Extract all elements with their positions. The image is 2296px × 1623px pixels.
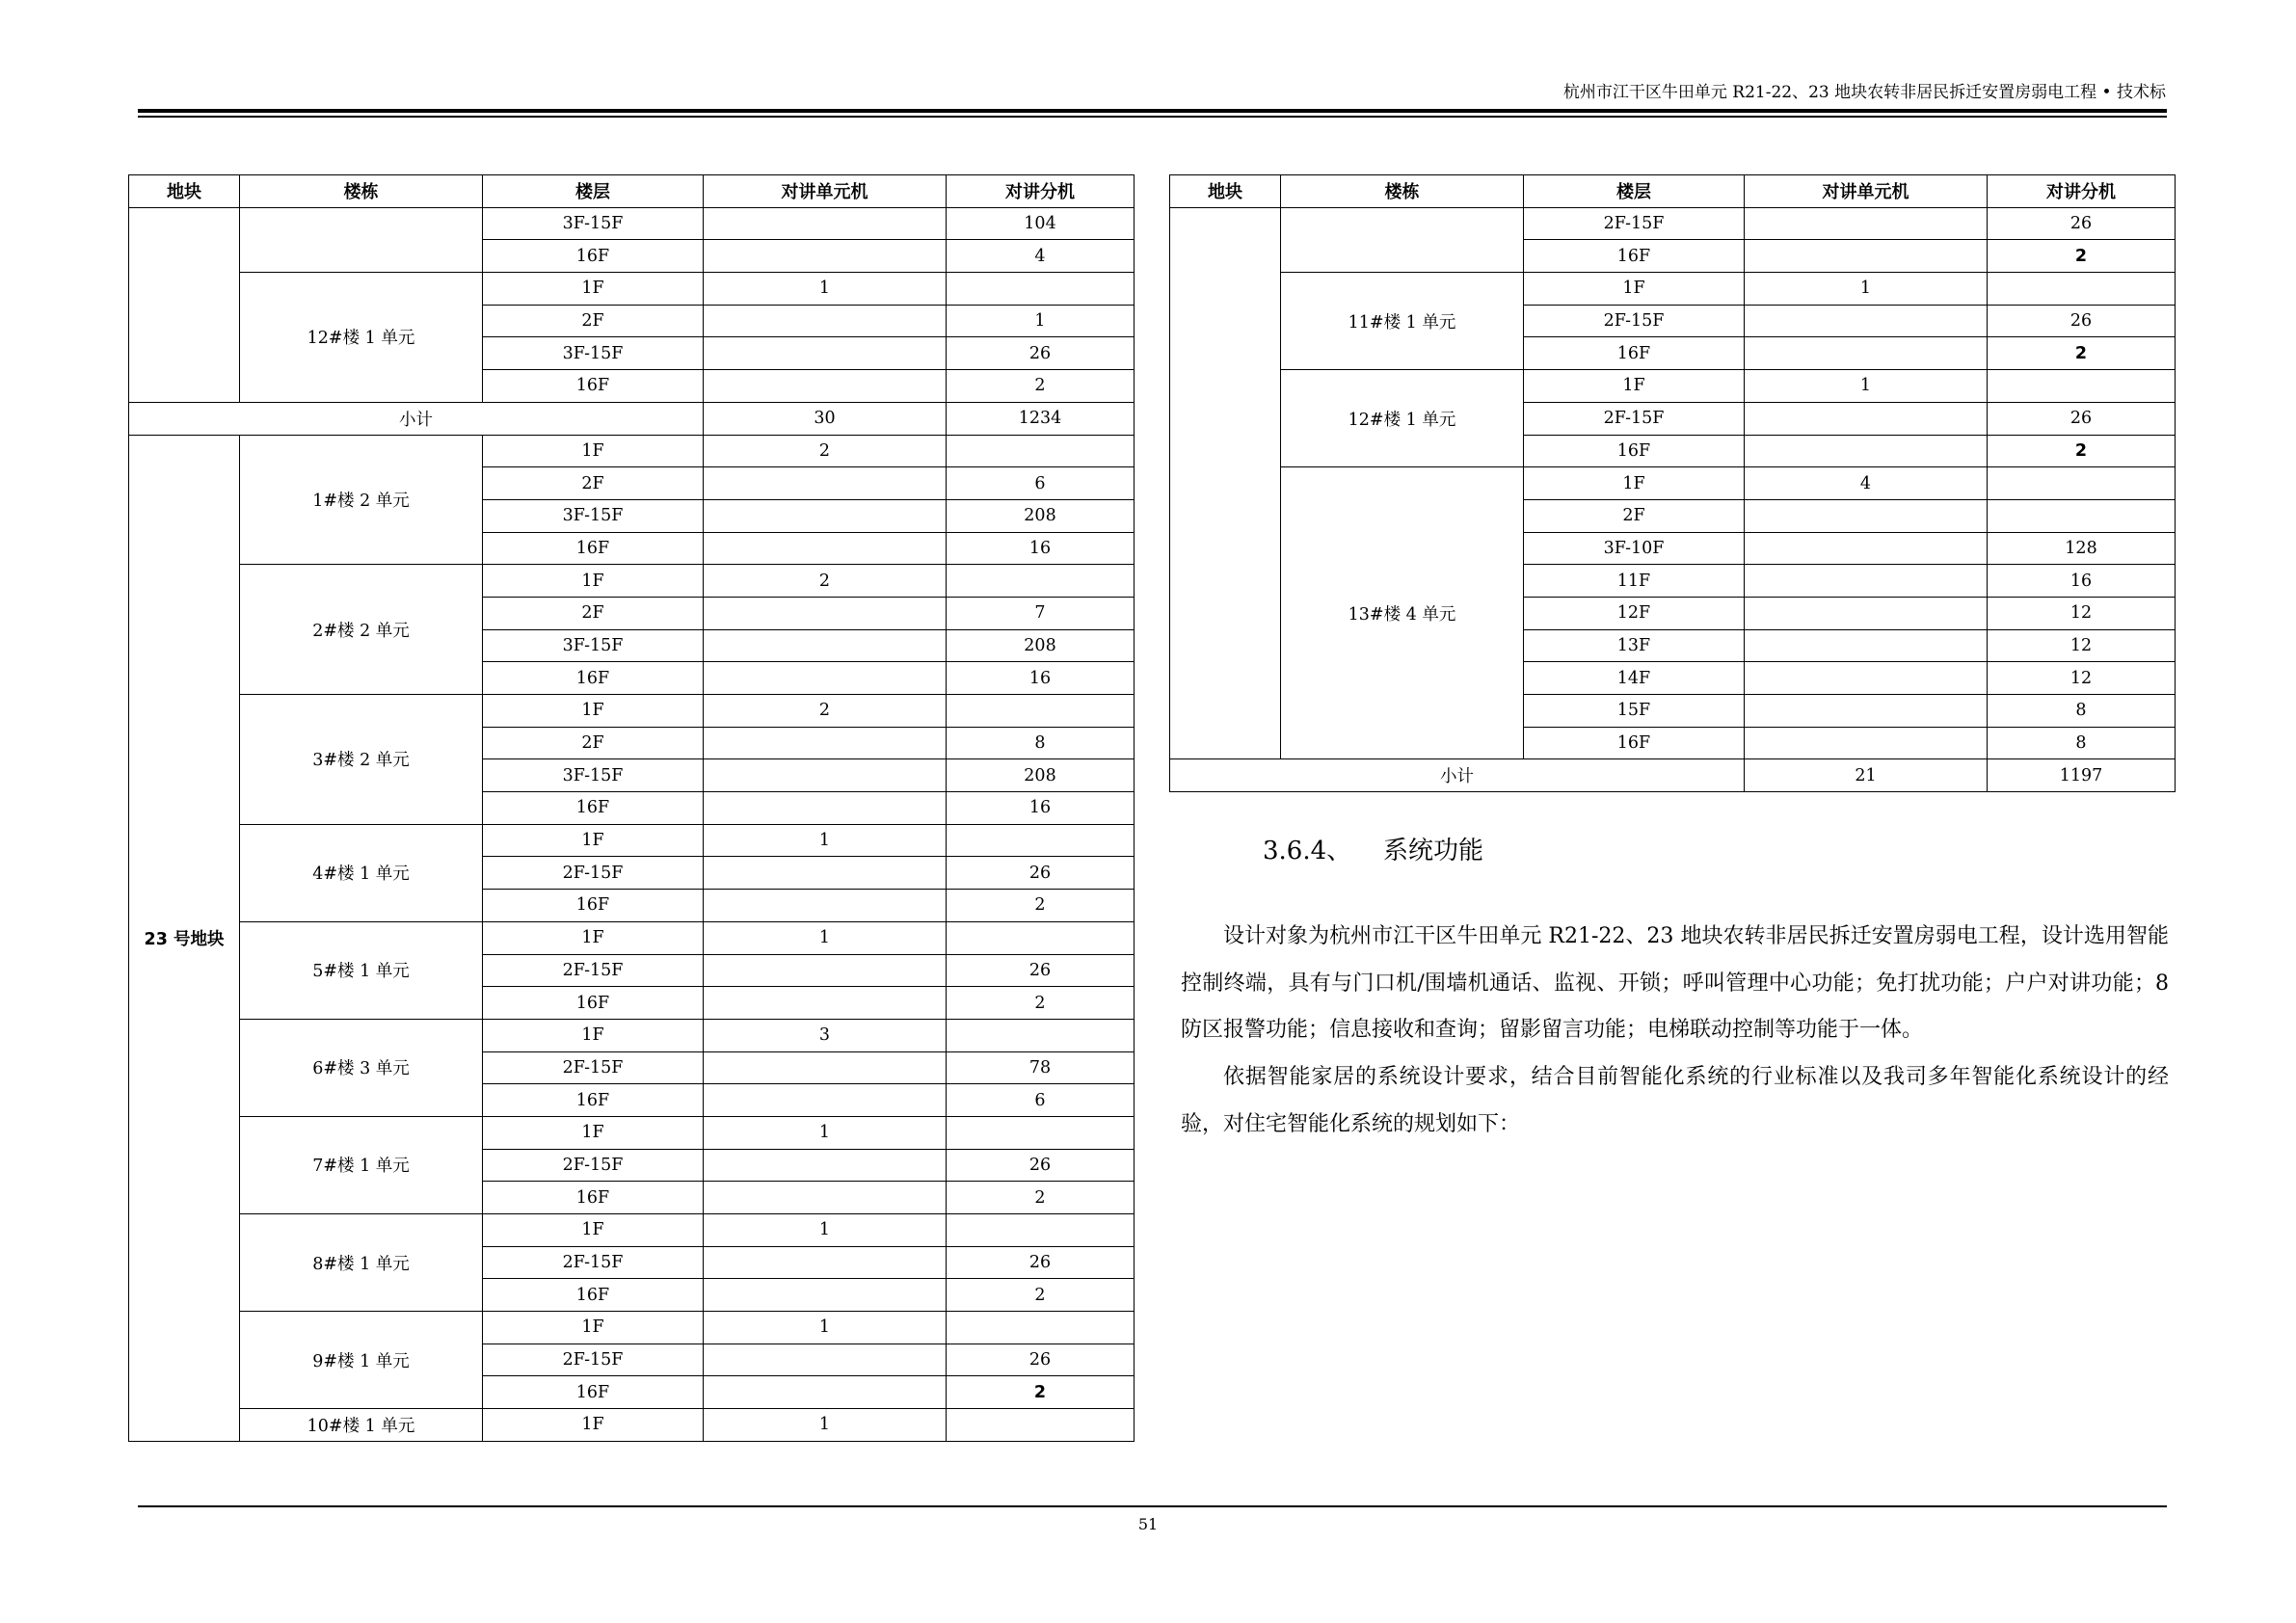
- subtotal-label: 小计: [129, 402, 704, 435]
- unit-machine-cell: [1745, 240, 1988, 273]
- unit-machine-cell: 3: [704, 1019, 947, 1051]
- footer-rule: [138, 1505, 2167, 1507]
- unit-machine-cell: [704, 629, 947, 662]
- extension-cell: 26: [1988, 305, 2176, 337]
- table-row: [129, 921, 1135, 954]
- table-header-row: [129, 175, 1135, 208]
- table-row: [129, 1019, 1135, 1051]
- unit-machine-cell: 1: [704, 1116, 947, 1149]
- floor-cell: 16F: [1524, 337, 1745, 370]
- table-row: [129, 565, 1135, 598]
- building-cell: 2#楼 2 单元: [240, 565, 483, 695]
- extension-cell: [947, 565, 1135, 598]
- extension-cell: 26: [1988, 402, 2176, 435]
- unit-machine-cell: [1745, 337, 1988, 370]
- extension-cell: 2: [947, 1376, 1135, 1409]
- table-row: [129, 695, 1135, 728]
- floor-cell: 3F-15F: [483, 629, 704, 662]
- table-row: [129, 435, 1135, 467]
- floor-cell: 1F: [483, 1019, 704, 1051]
- extension-cell: 26: [947, 857, 1135, 890]
- body-paragraph: 设计对象为杭州市江干区牛田单元 R21-22、23 地块农转非居民拆迁安置房弱电工程，设计选用智能控制终端，具有与门口机/围墙机通话、监视、开锁；呼叫管理中心功能；免打扰功能；户户对讲功能；8 防区报警功能；信息接收和查询；留影留言功能；电梯联动控制等功能于一体。: [1181, 924, 2169, 1042]
- extension-cell: 208: [947, 629, 1135, 662]
- extension-cell: 2: [1988, 435, 2176, 467]
- extension-cell: 12: [1988, 662, 2176, 695]
- floor-cell: 2F-15F: [1524, 305, 1745, 337]
- unit-machine-cell: [704, 597, 947, 629]
- floor-cell: 2F: [483, 467, 704, 500]
- extension-cell: 2: [1988, 240, 2176, 273]
- floor-cell: 2F-15F: [483, 954, 704, 987]
- floor-cell: 16F: [483, 890, 704, 922]
- floor-cell: 2F-15F: [483, 1246, 704, 1279]
- unit-machine-cell: 4: [1745, 467, 1988, 500]
- floor-cell: 3F-15F: [483, 759, 704, 792]
- intercom-table-left: [128, 174, 1135, 1442]
- floor-cell: 16F: [1524, 727, 1745, 759]
- extension-cell: 78: [947, 1051, 1135, 1084]
- unit-machine-cell: [704, 1246, 947, 1279]
- floor-cell: 16F: [1524, 240, 1745, 273]
- subtotal-extension: 1197: [1988, 759, 2176, 792]
- floor-cell: 1F: [483, 273, 704, 306]
- col-header-plot: 地块: [129, 175, 240, 208]
- unit-machine-cell: [704, 857, 947, 890]
- extension-cell: 26: [947, 337, 1135, 370]
- floor-cell: 16F: [483, 1084, 704, 1117]
- unit-machine-cell: [704, 1149, 947, 1182]
- table-row: [129, 273, 1135, 306]
- building-cell: 13#楼 4 单元: [1281, 467, 1524, 759]
- floor-cell: 2F-15F: [483, 1149, 704, 1182]
- extension-cell: [1988, 467, 2176, 500]
- floor-cell: 2F: [483, 305, 704, 337]
- floor-cell: 1F: [483, 435, 704, 467]
- plot-cell: [1170, 207, 1281, 759]
- unit-machine-cell: [704, 792, 947, 825]
- extension-cell: 26: [947, 1246, 1135, 1279]
- extension-cell: [947, 921, 1135, 954]
- extension-cell: 16: [947, 662, 1135, 695]
- subtotal-row: [129, 402, 1135, 435]
- header-rule-thick: [138, 109, 2167, 113]
- unit-machine-cell: [704, 240, 947, 273]
- unit-machine-cell: 1: [704, 1409, 947, 1442]
- extension-cell: 4: [947, 240, 1135, 273]
- subtotal-unit-machine: 21: [1745, 759, 1988, 792]
- extension-cell: 8: [1988, 695, 2176, 728]
- table-header-row: [1170, 175, 2176, 208]
- unit-machine-cell: [704, 337, 947, 370]
- extension-cell: 2: [947, 370, 1135, 403]
- col-header-unit-machine: 对讲单元机: [704, 175, 947, 208]
- subtotal-extension: 1234: [947, 402, 1135, 435]
- extension-cell: 208: [947, 759, 1135, 792]
- unit-machine-cell: [704, 305, 947, 337]
- unit-machine-cell: [704, 499, 947, 532]
- col-header-plot: 地块: [1170, 175, 1281, 208]
- col-header-extension: 对讲分机: [1988, 175, 2176, 208]
- extension-cell: 104: [947, 207, 1135, 240]
- col-header-floor: 楼层: [1524, 175, 1745, 208]
- unit-machine-cell: [704, 890, 947, 922]
- unit-machine-cell: [704, 727, 947, 759]
- unit-machine-cell: 2: [704, 435, 947, 467]
- extension-cell: 2: [1988, 337, 2176, 370]
- subtotal-unit-machine: 30: [704, 402, 947, 435]
- unit-machine-cell: [704, 662, 947, 695]
- extension-cell: 16: [947, 792, 1135, 825]
- extension-cell: 16: [947, 532, 1135, 565]
- extension-cell: 8: [1988, 727, 2176, 759]
- unit-machine-cell: [704, 1344, 947, 1376]
- table-row: [129, 1214, 1135, 1247]
- unit-machine-cell: 1: [704, 1214, 947, 1247]
- unit-machine-cell: [1745, 597, 1988, 629]
- unit-machine-cell: [1745, 435, 1988, 467]
- building-cell: 12#楼 1 单元: [240, 273, 483, 403]
- floor-cell: 16F: [483, 1376, 704, 1409]
- table-row: [1170, 207, 2176, 240]
- unit-machine-cell: [1745, 402, 1988, 435]
- unit-machine-cell: [704, 1051, 947, 1084]
- col-header-building: 楼栋: [240, 175, 483, 208]
- extension-cell: 12: [1988, 597, 2176, 629]
- unit-machine-cell: 1: [1745, 370, 1988, 403]
- body-paragraph: 依据智能家居的系统设计要求，结合目前智能化系统的行业标准以及我司多年智能化系统设计的经验，对住宅智能化系统的规划如下：: [1181, 1065, 2169, 1136]
- extension-cell: [947, 273, 1135, 306]
- floor-cell: 16F: [483, 792, 704, 825]
- section-title: 系统功能: [1383, 837, 1484, 865]
- floor-cell: 1F: [483, 1409, 704, 1442]
- building-cell: 5#楼 1 单元: [240, 921, 483, 1019]
- extension-cell: 2: [947, 1182, 1135, 1214]
- extension-cell: [947, 695, 1135, 728]
- section-heading: [1263, 835, 1483, 867]
- floor-cell: 16F: [483, 1182, 704, 1214]
- extension-cell: [1988, 499, 2176, 532]
- extension-cell: [947, 1019, 1135, 1051]
- building-cell: 10#楼 1 单元: [240, 1409, 483, 1442]
- extension-cell: 6: [947, 467, 1135, 500]
- floor-cell: 16F: [483, 532, 704, 565]
- floor-cell: 1F: [483, 1116, 704, 1149]
- unit-machine-cell: [704, 987, 947, 1020]
- building-cell: [1281, 207, 1524, 272]
- floor-cell: 1F: [483, 921, 704, 954]
- building-cell: 7#楼 1 单元: [240, 1116, 483, 1213]
- unit-machine-cell: [704, 759, 947, 792]
- table-row: [129, 1116, 1135, 1149]
- extension-cell: 2: [947, 1279, 1135, 1312]
- extension-cell: [1988, 370, 2176, 403]
- unit-machine-cell: [704, 532, 947, 565]
- floor-cell: 1F: [483, 695, 704, 728]
- unit-machine-cell: 2: [704, 695, 947, 728]
- col-header-extension: 对讲分机: [947, 175, 1135, 208]
- col-header-floor: 楼层: [483, 175, 704, 208]
- floor-cell: 11F: [1524, 565, 1745, 598]
- unit-machine-cell: 1: [704, 1312, 947, 1344]
- floor-cell: 16F: [483, 370, 704, 403]
- extension-cell: 128: [1988, 532, 2176, 565]
- unit-machine-cell: [1745, 662, 1988, 695]
- table-row: [129, 1409, 1135, 1442]
- plot-cell: 23 号地块: [129, 435, 240, 1441]
- floor-cell: 3F-15F: [483, 337, 704, 370]
- intercom-table-right: [1169, 174, 2176, 792]
- building-cell: 11#楼 1 单元: [1281, 273, 1524, 370]
- extension-cell: 1: [947, 305, 1135, 337]
- floor-cell: 1F: [483, 1214, 704, 1247]
- section-number: 3.6.4、: [1263, 837, 1352, 865]
- extension-cell: 26: [947, 1344, 1135, 1376]
- floor-cell: 16F: [1524, 435, 1745, 467]
- floor-cell: 1F: [483, 1312, 704, 1344]
- unit-machine-cell: [1745, 695, 1988, 728]
- unit-machine-cell: [1745, 629, 1988, 662]
- floor-cell: 16F: [483, 987, 704, 1020]
- extension-cell: [947, 1312, 1135, 1344]
- unit-machine-cell: [704, 207, 947, 240]
- building-cell: [240, 207, 483, 272]
- extension-cell: [1988, 273, 2176, 306]
- table-row: [129, 1312, 1135, 1344]
- header-title: 杭州市江干区牛田单元 R21-22、23 地块农转非居民拆迁安置房弱电工程 • 技术标: [1562, 83, 2166, 102]
- table-row: [1170, 273, 2176, 306]
- extension-cell: 2: [947, 987, 1135, 1020]
- building-cell: 4#楼 1 单元: [240, 824, 483, 921]
- floor-cell: 14F: [1524, 662, 1745, 695]
- unit-machine-cell: [704, 1182, 947, 1214]
- building-cell: 9#楼 1 单元: [240, 1312, 483, 1409]
- building-cell: 1#楼 2 单元: [240, 435, 483, 565]
- floor-cell: 2F: [1524, 499, 1745, 532]
- building-cell: 12#楼 1 单元: [1281, 370, 1524, 467]
- page-number: 51: [1137, 1515, 1159, 1533]
- unit-machine-cell: [704, 954, 947, 987]
- floor-cell: 3F-15F: [483, 207, 704, 240]
- extension-cell: 16: [1988, 565, 2176, 598]
- floor-cell: 16F: [483, 662, 704, 695]
- floor-cell: 1F: [1524, 370, 1745, 403]
- unit-machine-cell: [704, 1376, 947, 1409]
- extension-cell: [947, 435, 1135, 467]
- floor-cell: 2F-15F: [483, 1344, 704, 1376]
- extension-cell: 6: [947, 1084, 1135, 1117]
- subtotal-row: [1170, 759, 2176, 792]
- unit-machine-cell: [1745, 305, 1988, 337]
- floor-cell: 1F: [1524, 273, 1745, 306]
- extension-cell: 208: [947, 499, 1135, 532]
- unit-machine-cell: [1745, 727, 1988, 759]
- floor-cell: 16F: [483, 240, 704, 273]
- extension-cell: [947, 1409, 1135, 1442]
- floor-cell: 3F-15F: [483, 499, 704, 532]
- table-row: [1170, 467, 2176, 500]
- floor-cell: 1F: [483, 824, 704, 857]
- unit-machine-cell: 1: [704, 273, 947, 306]
- unit-machine-cell: [704, 1279, 947, 1312]
- extension-cell: 2: [947, 890, 1135, 922]
- floor-cell: 1F: [483, 565, 704, 598]
- table-row: [129, 824, 1135, 857]
- unit-machine-cell: [1745, 499, 1988, 532]
- unit-machine-cell: [704, 370, 947, 403]
- unit-machine-cell: 1: [1745, 273, 1988, 306]
- extension-cell: 26: [1988, 207, 2176, 240]
- unit-machine-cell: 1: [704, 921, 947, 954]
- plot-cell: [129, 207, 240, 402]
- extension-cell: 26: [947, 1149, 1135, 1182]
- extension-cell: 8: [947, 727, 1135, 759]
- header-rule-thin: [138, 116, 2167, 118]
- unit-machine-cell: [1745, 565, 1988, 598]
- floor-cell: 3F-10F: [1524, 532, 1745, 565]
- unit-machine-cell: 2: [704, 565, 947, 598]
- col-header-unit-machine: 对讲单元机: [1745, 175, 1988, 208]
- extension-cell: 26: [947, 954, 1135, 987]
- extension-cell: 7: [947, 597, 1135, 629]
- unit-machine-cell: [704, 467, 947, 500]
- floor-cell: 2F-15F: [483, 857, 704, 890]
- building-cell: 3#楼 2 单元: [240, 695, 483, 825]
- unit-machine-cell: [704, 1084, 947, 1117]
- floor-cell: 2F: [483, 597, 704, 629]
- subtotal-label: 小计: [1170, 759, 1745, 792]
- unit-machine-cell: [1745, 207, 1988, 240]
- floor-cell: 2F: [483, 727, 704, 759]
- plot-23-rows: [129, 435, 1135, 1441]
- floor-cell: 2F-15F: [1524, 402, 1745, 435]
- unit-machine-cell: 1: [704, 824, 947, 857]
- building-cell: 6#楼 3 单元: [240, 1019, 483, 1116]
- extension-cell: [947, 824, 1135, 857]
- floor-cell: 2F-15F: [1524, 207, 1745, 240]
- extension-cell: 12: [1988, 629, 2176, 662]
- floor-cell: 1F: [1524, 467, 1745, 500]
- floor-cell: 15F: [1524, 695, 1745, 728]
- col-header-building: 楼栋: [1281, 175, 1524, 208]
- floor-cell: 12F: [1524, 597, 1745, 629]
- building-cell: 8#楼 1 单元: [240, 1214, 483, 1312]
- floor-cell: 16F: [483, 1279, 704, 1312]
- floor-cell: 13F: [1524, 629, 1745, 662]
- floor-cell: 2F-15F: [483, 1051, 704, 1084]
- table-row: [129, 207, 1135, 240]
- table-row: [1170, 370, 2176, 403]
- unit-machine-cell: [1745, 532, 1988, 565]
- right-table-rows: [1170, 207, 2176, 791]
- extension-cell: [947, 1116, 1135, 1149]
- extension-cell: [947, 1214, 1135, 1247]
